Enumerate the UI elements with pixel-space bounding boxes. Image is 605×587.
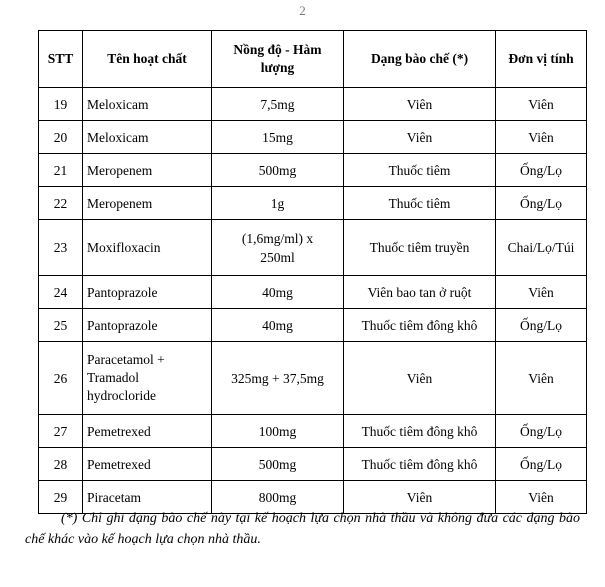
cell-dose: 15mg <box>212 121 344 154</box>
cell-stt: 27 <box>39 415 83 448</box>
table-row <box>39 88 587 121</box>
cell-form: Viên <box>344 88 496 121</box>
cell-stt: 28 <box>39 448 83 481</box>
cell-unit: Ống/Lọ <box>496 415 587 448</box>
cell-form: Viên <box>344 342 496 415</box>
cell-form: Viên <box>344 481 496 514</box>
cell-stt: 24 <box>39 276 83 309</box>
cell-form: Viên <box>344 121 496 154</box>
cell-dose: 800mg <box>212 481 344 514</box>
cell-stt: 21 <box>39 154 83 187</box>
table-body <box>39 88 587 514</box>
cell-stt: 25 <box>39 309 83 342</box>
column-header-name: Tên hoạt chất <box>83 31 212 88</box>
cell-name: Pemetrexed <box>83 448 212 481</box>
cell-stt: 19 <box>39 88 83 121</box>
cell-form: Viên bao tan ở ruột <box>344 276 496 309</box>
table-row <box>39 342 587 415</box>
cell-name: Moxifloxacin <box>83 220 212 276</box>
cell-dose: 100mg <box>212 415 344 448</box>
page-number: 2 <box>299 3 306 18</box>
cell-unit: Chai/Lọ/Túi <box>496 220 587 276</box>
cell-name: Pantoprazole <box>83 309 212 342</box>
cell-name-line: hydrocloride <box>87 388 156 403</box>
cell-stt: 22 <box>39 187 83 220</box>
table-row <box>39 187 587 220</box>
cell-stt: 29 <box>39 481 83 514</box>
drug-list-table <box>38 30 587 514</box>
cell-form: Thuốc tiêm đông khô <box>344 309 496 342</box>
cell-unit: Viên <box>496 276 587 309</box>
cell-dose: 500mg <box>212 154 344 187</box>
cell-unit: Viên <box>496 342 587 415</box>
cell-unit: Viên <box>496 88 587 121</box>
drug-list-table-container <box>38 30 586 514</box>
cell-dose: 1g <box>212 187 344 220</box>
cell-dose: 500mg <box>212 448 344 481</box>
cell-name: Pantoprazole <box>83 276 212 309</box>
cell-dose-line: 250ml <box>260 249 295 265</box>
cell-stt: 20 <box>39 121 83 154</box>
cell-form: Thuốc tiêm truyền <box>344 220 496 276</box>
cell-name-line: Tramadol <box>87 370 140 385</box>
cell-unit: Ống/Lọ <box>496 187 587 220</box>
cell-dose: 325mg + 37,5mg <box>212 342 344 415</box>
cell-unit: Ống/Lọ <box>496 154 587 187</box>
footnote-text: (*) Chỉ ghi dạng bào chế này tại kế hoạch lựa chọn nhà thầu và không đưa các dạng bào chế khác vào kế hoạch lựa chọn nhà thầu. <box>25 511 580 547</box>
table-row <box>39 309 587 342</box>
cell-unit: Ống/Lọ <box>496 448 587 481</box>
cell-name: Pemetrexed <box>83 415 212 448</box>
cell-unit: Viên <box>496 481 587 514</box>
column-header-dose: Nồng độ - Hàm lượng <box>212 31 344 88</box>
table-row <box>39 448 587 481</box>
column-header-unit: Đơn vị tính <box>496 31 587 88</box>
cell-form: Thuốc tiêm <box>344 187 496 220</box>
cell-unit: Viên <box>496 121 587 154</box>
table-row <box>39 415 587 448</box>
cell-form: Thuốc tiêm đông khô <box>344 448 496 481</box>
table-row <box>39 121 587 154</box>
cell-stt: 26 <box>39 342 83 415</box>
cell-unit: Ống/Lọ <box>496 309 587 342</box>
cell-dose: 40mg <box>212 276 344 309</box>
cell-stt: 23 <box>39 220 83 276</box>
cell-name: Meloxicam <box>83 88 212 121</box>
table-header-row <box>39 31 587 88</box>
cell-form: Thuốc tiêm <box>344 154 496 187</box>
cell-name: Piracetam <box>83 481 212 514</box>
table-row <box>39 220 587 276</box>
cell-name: Meropenem <box>83 154 212 187</box>
column-header-form: Dạng bào chế (*) <box>344 31 496 88</box>
cell-dose-line: (1,6mg/ml) x <box>241 230 314 246</box>
table-header <box>39 31 587 88</box>
cell-name: Meropenem <box>83 187 212 220</box>
table-row <box>39 154 587 187</box>
column-header-stt: STT <box>39 31 83 88</box>
cell-dose: 7,5mg <box>212 88 344 121</box>
cell-name: Meloxicam <box>83 121 212 154</box>
table-row <box>39 276 587 309</box>
cell-name-line: Paracetamol + <box>87 352 165 367</box>
cell-name <box>83 342 212 415</box>
cell-form: Thuốc tiêm đông khô <box>344 415 496 448</box>
cell-dose <box>212 220 344 276</box>
cell-dose: 40mg <box>212 309 344 342</box>
